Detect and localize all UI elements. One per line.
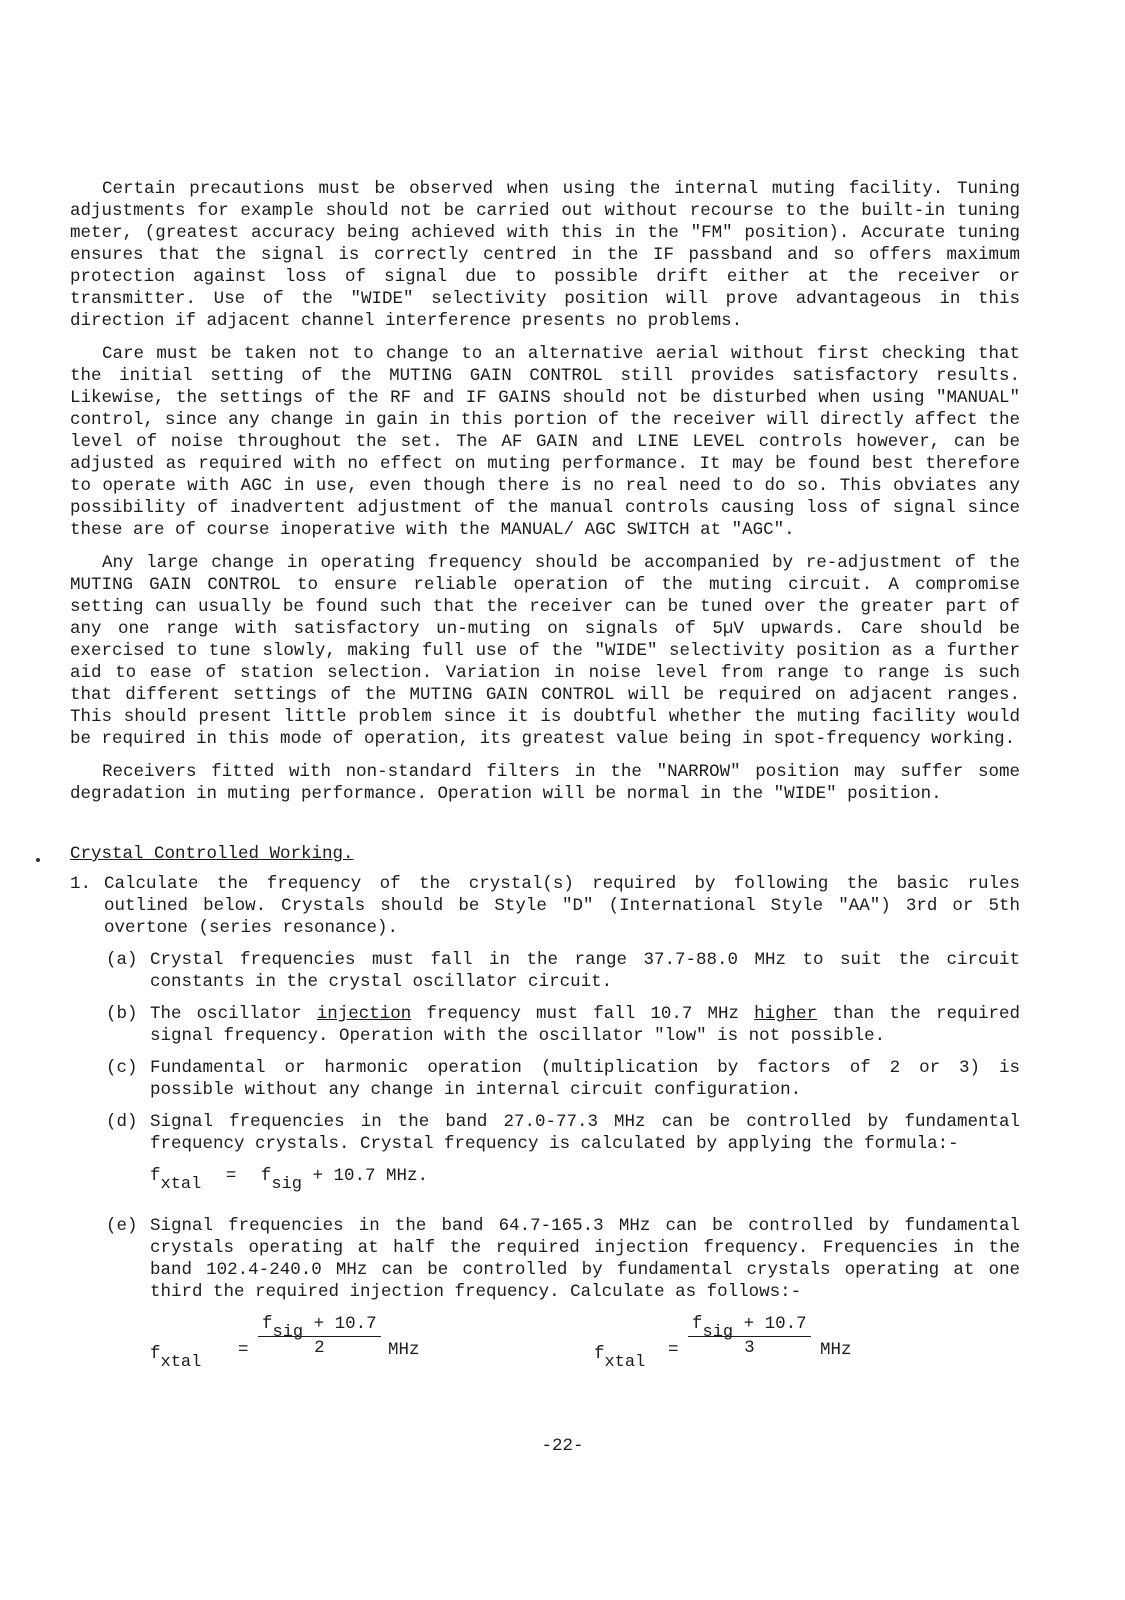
subitem-b <box>70 1003 1020 1047</box>
item-number: 1. <box>70 874 92 894</box>
formula-left-unit: MHz <box>388 1340 420 1360</box>
numbered-item-1 <box>70 873 1020 939</box>
subitem-c <box>70 1057 1020 1101</box>
subitem-text: Signal frequencies in the band 64.7-165.3 MHz can be controlled by fundamental crystals operating at half the required injection frequency. Frequencies in the band 102.4-240.0 MHz can be controlled by fundamental crystals operating at one third the required injection frequency. Calculate as follows:- <box>150 1216 1020 1302</box>
section-heading-text: Crystal Controlled Working. <box>70 844 354 864</box>
formula-rest: + 10.7 MHz. <box>312 1166 429 1186</box>
formula-right-equals: = <box>668 1340 679 1360</box>
fraction-numerator: fsig + 10.7 <box>688 1313 811 1337</box>
formula-harmonic-pair <box>70 1313 1020 1383</box>
subitem-label: (c) <box>106 1058 138 1078</box>
paragraph-aerial-care: Care must be taken not to change to an alternative aerial without first checking that the initial setting of the MUTING GAIN CONTROL still provides satisfactory results. Likewise, the settings of the RF and IF GAINS should not be disturbed when using "MANUAL" control, since any change in gain in this portion of the receiver will directly affect the level of noise throughout the set. The AF GAIN and LINE LEVEL controls however, can be adjusted as required with no effect on muting performance. It may be found best therefore to operate with AGC in use, even though there is no real need to do so. This obviates any possibility of inadvertent adjustment of the manual controls causing loss of signal since these are of course inoperative with the MANUAL/ AGC SWITCH at "AGC". <box>70 344 1020 540</box>
subitem-label: (d) <box>106 1112 138 1132</box>
section-heading <box>70 843 1020 865</box>
item-text: Calculate the frequency of the crystal(s) required by following the basic rules outlined below. Crystals should be Style "D" (International Style "AA") 3rd or 5th overtone (series resonance). <box>104 874 1020 938</box>
subitem-label: (b) <box>106 1004 138 1024</box>
formula-f2: f <box>260 1166 272 1186</box>
fraction-denominator: 3 <box>744 1338 755 1358</box>
paragraph-muting-precautions: Certain precautions must be observed when using the internal muting facility. Tuning adjustments for example should not be carried out without recourse to the built-in tuning meter, (greatest accuracy being achieved with this in the "FM" position). Accurate tuning ensures that the signal is correctly centred in the IF passband and so offers maximum protection against loss of signal due to possible drift either at the receiver or transmitter. Use of the "WIDE" selectivity position will prove advantageous in this direction if adjacent channel interference presents no problems. <box>70 179 1020 331</box>
subitem-e <box>70 1215 1020 1303</box>
subitem-text-mid: frequency must fall 10.7 MHz <box>411 1004 755 1024</box>
subitem-text: Crystal frequencies must fall in the range 37.7-88.0 MHz to suit the circuit constants in the crystal oscillator circuit. <box>150 950 1020 992</box>
fraction-numerator: fsig + 10.7 <box>258 1313 381 1337</box>
subitem-label: (e) <box>106 1216 138 1236</box>
margin-mark <box>36 858 40 862</box>
underlined-injection: injection <box>316 1004 412 1024</box>
formula-left-equals: = <box>238 1340 249 1360</box>
subitem-label: (a) <box>106 950 138 970</box>
page-number: -22- <box>541 1436 584 1456</box>
fraction-denominator: 2 <box>314 1338 325 1358</box>
paragraph-non-standard-filters: Receivers fitted with non-standard filters in the "NARROW" position may suffer some degradation in muting performance. Operation will be normal in the "WIDE" position. <box>70 762 1020 804</box>
formula-sig-subscript: sig <box>271 1175 302 1194</box>
formula-equals: = <box>225 1166 237 1186</box>
subitem-a <box>70 949 1020 993</box>
formula-left-fraction <box>258 1313 381 1359</box>
subitem-text: Fundamental or harmonic operation (multiplication by factors of 2 or 3) is possible without any change in internal circuit configuration. <box>150 1058 1020 1100</box>
formula-fundamental <box>150 1165 1020 1203</box>
subitem-text-pre: The oscillator <box>150 1004 317 1024</box>
document-body <box>70 178 1020 1383</box>
underlined-higher: higher <box>754 1004 818 1024</box>
subitem-text-post: than the required signal frequency. Operation with the oscillator "low" is not possible. <box>150 1004 1021 1046</box>
formula-right-fraction <box>688 1313 811 1359</box>
formula-right-unit: MHz <box>820 1340 852 1360</box>
paragraph-frequency-change: Any large change in operating frequency should be accompanied by re-adjustment of the MUTING GAIN CONTROL to ensure reliable operation of the muting circuit. A compromise setting can usually be found such that the receiver can be tuned over the greater part of any one range with satisfactory un-muting on signals of 5µV upwards. Care should be exercised to tune slowly, making full use of the "WIDE" selectivity position as a further aid to ease of station selection. Variation in noise level from range to range is such that different settings of the MUTING GAIN CONTROL will be required on adjacent ranges. This should present little problem since it is doubtful whether the muting facility would be required in this mode of operation, its greatest value being in spot-frequency working. <box>70 553 1020 749</box>
formula-f: f <box>150 1166 161 1186</box>
subitem-text: Signal frequencies in the band 27.0-77.3 MHz can be controlled by fundamental frequency crystals. Crystal frequency is calculated by applying the formula:- <box>150 1112 1020 1154</box>
formula-xtal-subscript: xtal <box>160 1175 202 1194</box>
subitem-d <box>70 1111 1020 1155</box>
formula-left-lhs: fxtal <box>150 1344 202 1372</box>
formula-right-lhs: fxtal <box>594 1344 646 1372</box>
